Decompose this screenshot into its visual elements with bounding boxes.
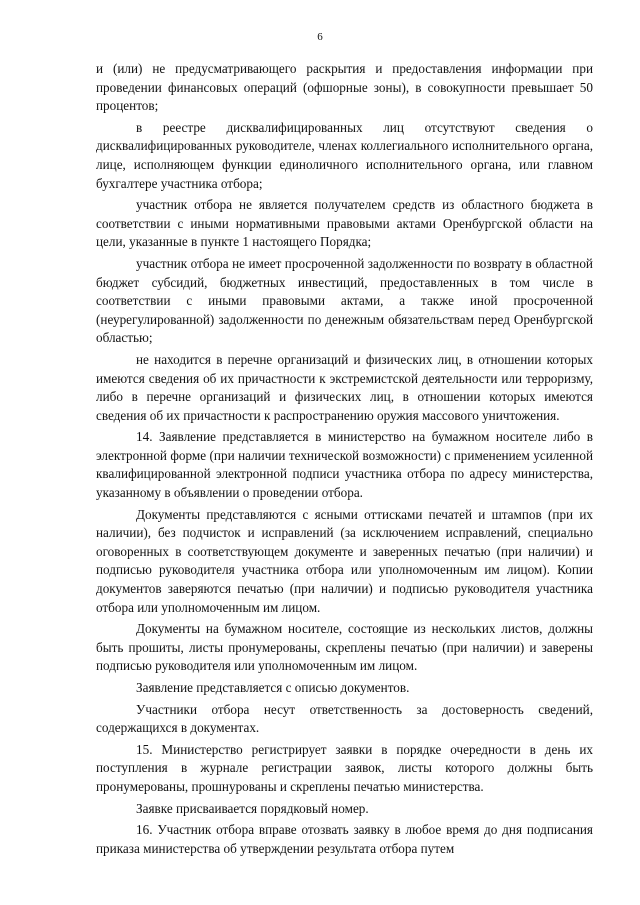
paragraph-offshore-continuation: и (или) не предусматривающего раскрытия и предоставления информации при проведении финансовых операций (офшорные зоны), в совокупности превышает 50 процентов; (96, 61, 593, 114)
paragraph-no-overdue-debt: участник отбора не имеет просроченной задолженности по возврату в областной бюджет субсидий, бюджетных инвестиций, предоставленных в том числе в соответствии с иными правовыми актами, а также иной просроченной (неурегулированной) задолженности по денежным обязательствам перед Оренбургской областью; (96, 255, 593, 346)
paragraph-not-budget-recipient: участник отбора не является получателем средств из областного бюджета в соответствии с иными нормативными правовыми актами Оренбургской области на цели, указанные в пункте 1 настоящего Порядка; (96, 197, 593, 250)
page-number: 6 (317, 31, 323, 43)
paragraph-item-14: 14. Заявление представляется в министерство на бумажном носителе либо в электронной форме (при наличии технической возможности) с применением усиленной квалифицированной электронной подписи участника отбора по адресу министерства, указанному в объявлении о проведении отбора. (96, 429, 593, 501)
paragraph-disqualified-registry: в реестре дисквалифицированных лиц отсутствуют сведения о дисквалифицированных руководителе, членах коллегиального исполнительного органа, лице, исполняющем функции единоличного исполнительного органа, или главном бухгалтере участника отбора; (96, 119, 593, 191)
paragraph-document-seals: Документы представляются с ясными оттисками печатей и штампов (при их наличии), без подчисток и исправлений (за исключением исправлений, специально оговоренных в соответствующем документе и заверенных печатью (при наличии) и подписью руководителя участника отбора или уполномоченным им лицом). Копии документов заверяются печатью (при наличии) и подписью руководителя участника отбора или уполномоченным им лицом. (96, 506, 593, 615)
paragraph-inventory: Заявление представляется с описью документов. (136, 680, 410, 695)
paragraph-responsibility: Участники отбора несут ответственность за достоверность сведений, содержащихся в документах. (96, 701, 593, 736)
paragraph-item-16: 16. Участник отбора вправе отозвать заявку в любое время до дня подписания приказа министерства об утверждении результата отбора путем (96, 822, 593, 856)
paragraph-serial-number: Заявке присваивается порядковый номер. (136, 800, 369, 816)
paragraph-item-15: 15. Министерство регистрирует заявки в порядке очередности в день их поступления в журнале регистрации заявок, листы которого должны быть пронумерованы, прошнурованы и скреплены печатью министерства. (96, 741, 593, 794)
document-body (96, 60, 593, 861)
paragraph-paper-documents: Документы на бумажном носителе, состоящие из нескольких листов, должны быть прошиты, листы пронумерованы, скреплены печатью (при наличии) и заверены подписью руководителя или уполномоченным им лицом. (96, 621, 593, 674)
paragraph-extremism-list: не находится в перечне организаций и физических лиц, в отношении которых имеются сведения об их причастности к экстремистской деятельности или терроризму, либо в перечне организаций и физических лиц, в отношении которых имеются сведения об их причастности к распространению оружия массового уничтожения. (96, 351, 593, 423)
